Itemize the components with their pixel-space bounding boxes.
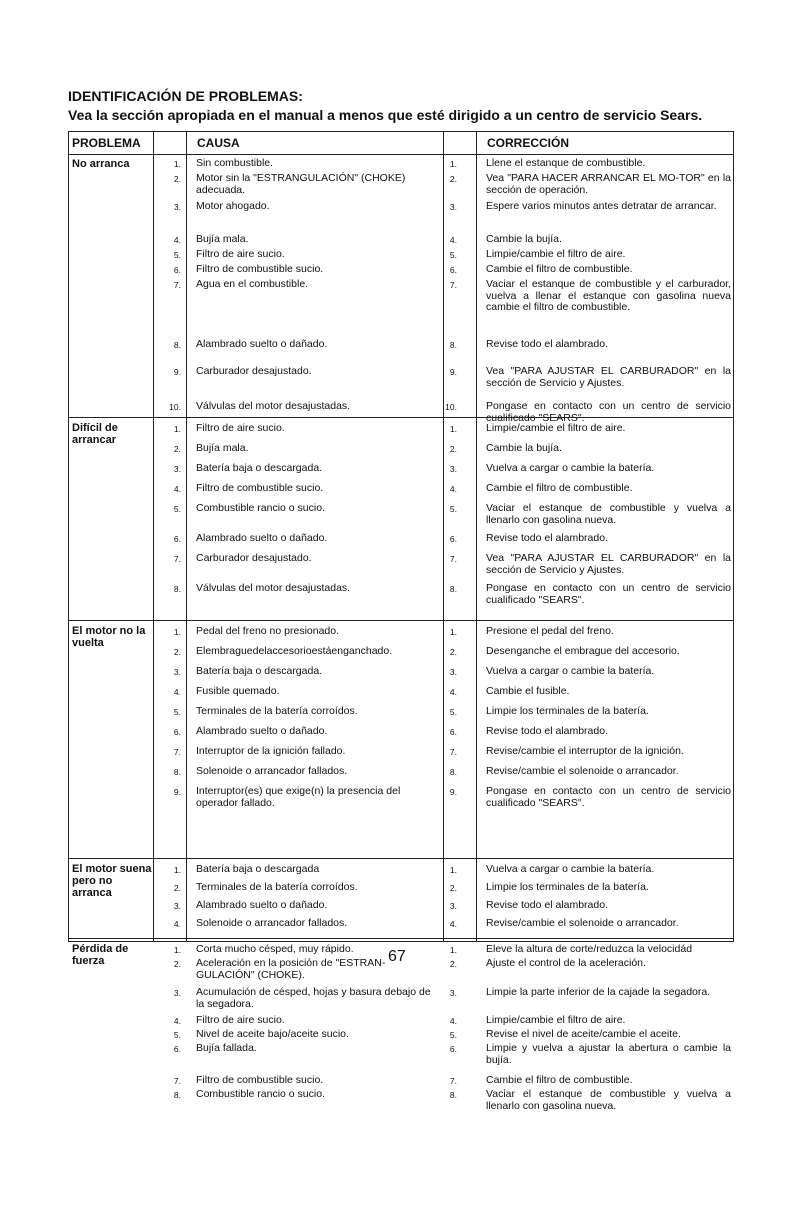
fix-number: 4. [449,484,457,494]
cause-number: 1. [173,424,181,434]
fix-text: Eleve la altura de corte/reduzca la velocidád [486,943,693,955]
fix-number: 4. [449,919,457,929]
fix-text: Ajuste el control de la aceleración. [486,957,646,969]
cause-number: 5. [173,1030,181,1040]
cause-number: 5. [173,250,181,260]
fix-text: Limpie/cambie el filtro de aire. [486,248,626,260]
cause-number: 1. [173,159,181,169]
cause-number: 5. [173,707,181,717]
fix-number: 9. [449,367,457,377]
fix-number: 3. [449,901,457,911]
cause-number: 8. [173,340,181,350]
problem-group [69,154,733,424]
fix-text: Revise todo el alambrado. [486,532,608,544]
cause-text: Nivel de aceite bajo/aceite sucio. [196,1028,349,1040]
fix-number: 1. [449,159,457,169]
cause-number: 3. [173,988,181,998]
fix-text: Vuelva a cargar o cambie la batería. [486,863,655,875]
cause-text: Carburador desajustado. [196,552,312,564]
fix-number: 4. [449,1016,457,1026]
fix-text: Vea "PARA HACER ARRANCAR EL MO-TOR" en la sección de operación. [486,172,731,196]
fix-number: 7. [449,554,457,564]
fix-text: Revise todo el alambrado. [486,338,608,350]
fix-number: 8. [449,584,457,594]
cause-number: 7. [173,554,181,564]
cause-text: Solenoide o arrancador fallados. [196,765,348,777]
fix-text: Limpie los terminales de la batería. [486,881,649,893]
cause-number: 1. [173,865,181,875]
cause-number: 3. [173,464,181,474]
fix-number: 7. [449,1076,457,1086]
header-correccion: CORRECCIÓN [487,136,570,150]
fix-text: Vaciar el estanque de combustible y el carburador, vuelva a llenar el estanque con gasolina nueva cambie el filtro de combustible. [486,278,731,313]
cause-text: Filtro de combustible sucio. [196,263,324,275]
fix-text: Revise el nivel de aceite/cambie el aceite. [486,1028,681,1040]
fix-number: 1. [449,865,457,875]
fix-text: Cambie el fusible. [486,685,570,697]
fix-number: 4. [449,687,457,697]
cause-number: 4. [173,484,181,494]
cause-text: Agua en el combustible. [196,278,309,290]
cause-text: Alambrado suelto o dañado. [196,899,328,911]
cause-text: Batería baja o descargada [196,863,320,875]
cause-number: 2. [173,444,181,454]
cause-text: Batería baja o descargada. [196,665,323,677]
header-problema: PROBLEMA [72,136,141,150]
cause-number: 7. [173,280,181,290]
fix-number: 8. [449,340,457,350]
fix-text: Vea "PARA AJUSTAR EL CARBURADOR" en la sección de Servicio y Ajustes. [486,552,731,576]
cause-text: Interruptor(es) que exige(n) la presencia del operador fallado. [196,785,401,809]
cause-number: 2. [173,883,181,893]
cause-number: 4. [173,687,181,697]
cause-text: Terminales de la batería corroídos. [196,881,358,893]
cause-number: 6. [173,727,181,737]
fix-number: 1. [449,424,457,434]
cause-text: Fusible quemado. [196,685,280,697]
fix-text: Pongase en contacto con un centro de servicio cualificado "SEARS". [486,400,731,424]
fix-text: Cambie el filtro de combustible. [486,482,633,494]
cause-number: 6. [173,1044,181,1054]
problem-label: El motor suena pero no arranca [72,863,152,899]
fix-text: Pongase en contacto con un centro de servicio cualificado "SEARS". [486,785,731,809]
cause-text: Solenoide o arrancador fallados. [196,917,348,929]
cause-number: 4. [173,235,181,245]
cause-text: Bujía mala. [196,233,249,245]
fix-text: Espere varios minutos antes detratar de arrancar. [486,200,717,212]
cause-text: Pedal del freno no presionado. [196,625,340,637]
fix-text: Cambie la bujía. [486,233,562,245]
table-header [69,132,733,155]
problem-label: No arranca [72,158,130,170]
fix-number: 5. [449,707,457,717]
cause-number: 10. [169,402,181,412]
cause-number: 8. [173,767,181,777]
cause-text: Alambrado suelto o dañado. [196,725,328,737]
cause-text: Elembraguedelaccesorioestáenganchado. [196,645,393,657]
fix-number: 2. [449,647,457,657]
problem-group [69,417,733,621]
fix-text: Llene el estanque de combustible. [486,157,646,169]
problem-label: Pérdida de fuerza [72,943,129,967]
cause-number: 5. [173,504,181,514]
problem-group [69,620,733,859]
cause-text: Batería baja o descargada. [196,462,323,474]
cause-text: Aceleración en la posición de "ESTRAN-GULACIÓN" (CHOKE). [196,957,386,981]
cause-number: 9. [173,787,181,797]
page-subtitle: Vea la sección apropiada en el manual a menos que esté dirigido a un centro de servicio Sears. [68,107,703,123]
fix-number: 3. [449,988,457,998]
cause-text: Motor sin la "ESTRANGULACIÓN" (CHOKE) adecuada. [196,172,406,196]
cause-text: Filtro de combustible sucio. [196,1074,324,1086]
fix-text: Cambie el filtro de combustible. [486,1074,633,1086]
fix-number: 7. [449,280,457,290]
fix-text: Vea "PARA AJUSTAR EL CARBURADOR" en la sección de Servicio y Ajustes. [486,365,731,389]
fix-number: 2. [449,959,457,969]
fix-number: 3. [449,667,457,677]
fix-number: 2. [449,174,457,184]
fix-text: Vaciar el estanque de combustible y vuelva a llenarlo con gasolina nueva. [486,502,731,526]
fix-number: 6. [449,265,457,275]
cause-number: 7. [173,1076,181,1086]
cause-text: Filtro de aire sucio. [196,1014,285,1026]
fix-text: Limpie la parte inferior de la cajade la segadora. [486,986,711,998]
fix-number: 4. [449,235,457,245]
fix-text: Limpie y vuelva a ajustar la abertura o cambie la bujía. [486,1042,731,1066]
fix-text: Limpie los terminales de la batería. [486,705,649,717]
cause-text: Válvulas del motor desajustadas. [196,400,351,412]
cause-number: 1. [173,945,181,955]
fix-text: Cambie el filtro de combustible. [486,263,633,275]
fix-text: Revise/cambie el solenoide o arrancador. [486,917,679,929]
fix-number: 1. [449,945,457,955]
fix-number: 9. [449,787,457,797]
cause-text: Válvulas del motor desajustadas. [196,582,351,594]
cause-text: Filtro de aire sucio. [196,248,285,260]
fix-number: 3. [449,464,457,474]
fix-number: 6. [449,1044,457,1054]
fix-text: Presione el pedal del freno. [486,625,614,637]
fix-text: Cambie la bujía. [486,442,562,454]
fix-number: 3. [449,202,457,212]
cause-text: Motor ahogado. [196,200,270,212]
problem-label: Difícil de arrancar [72,422,118,446]
cause-text: Filtro de combustible sucio. [196,482,324,494]
fix-text: Revise todo el alambrado. [486,725,608,737]
fix-number: 1. [449,627,457,637]
cause-text: Bujía fallada. [196,1042,257,1054]
fix-number: 8. [449,767,457,777]
cause-number: 2. [173,174,181,184]
cause-text: Interruptor de la ignición fallado. [196,745,346,757]
fix-text: Vuelva a cargar o cambie la batería. [486,462,655,474]
fix-text: Desenganche el embrague del accesorio. [486,645,680,657]
fix-number: 6. [449,727,457,737]
fix-text: Revise todo el alambrado. [486,899,608,911]
fix-text: Limpie/cambie el filtro de aire. [486,422,626,434]
cause-text: Alambrado suelto o dañado. [196,338,328,350]
cause-number: 8. [173,1090,181,1100]
cause-number: 9. [173,367,181,377]
fix-number: 2. [449,883,457,893]
fix-number: 7. [449,747,457,757]
cause-number: 4. [173,919,181,929]
page-number: 67 [388,948,406,965]
fix-number: 6. [449,534,457,544]
cause-text: Alambrado suelto o dañado. [196,532,328,544]
fix-number: 8. [449,1090,457,1100]
cause-number: 4. [173,1016,181,1026]
fix-number: 5. [449,504,457,514]
cause-number: 3. [173,901,181,911]
fix-text: Revise/cambie el solenoide o arrancador. [486,765,679,777]
cause-number: 6. [173,534,181,544]
cause-text: Filtro de aire sucio. [196,422,285,434]
cause-text: Combustible rancio o sucio. [196,1088,325,1100]
header-causa: CAUSA [197,136,240,150]
cause-text: Bujía mala. [196,442,249,454]
fix-text: Pongase en contacto con un centro de servicio cualificado "SEARS". [486,582,731,606]
fix-text: Limpie/cambie el filtro de aire. [486,1014,626,1026]
problem-group [69,858,733,939]
fix-text: Vuelva a cargar o cambie la batería. [486,665,655,677]
cause-text: Corta mucho césped, muy rápido. [196,943,354,955]
cause-text: Sin combustible. [196,157,274,169]
cause-number: 8. [173,584,181,594]
cause-number: 3. [173,667,181,677]
cause-number: 7. [173,747,181,757]
cause-text: Carburador desajustado. [196,365,312,377]
fix-number: 5. [449,250,457,260]
cause-text: Combustible rancio o sucio. [196,502,325,514]
fix-number: 10. [445,402,457,412]
cause-number: 1. [173,627,181,637]
cause-number: 6. [173,265,181,275]
fix-text: Vaciar el estanque de combustible y vuelva a llenarlo con gasolina nueva. [486,1088,731,1112]
problem-label: El motor no la vuelta [72,625,146,649]
cause-number: 2. [173,959,181,969]
fix-number: 2. [449,444,457,454]
cause-text: Terminales de la batería corroídos. [196,705,358,717]
cause-number: 3. [173,202,181,212]
page-title: IDENTIFICACIÓN DE PROBLEMAS: [68,88,303,104]
cause-text: Acumulación de césped, hojas y basura debajo de la segadora. [196,986,431,1010]
cause-number: 2. [173,647,181,657]
fix-number: 5. [449,1030,457,1040]
fix-text: Revise/cambie el interruptor de la ignición. [486,745,684,757]
